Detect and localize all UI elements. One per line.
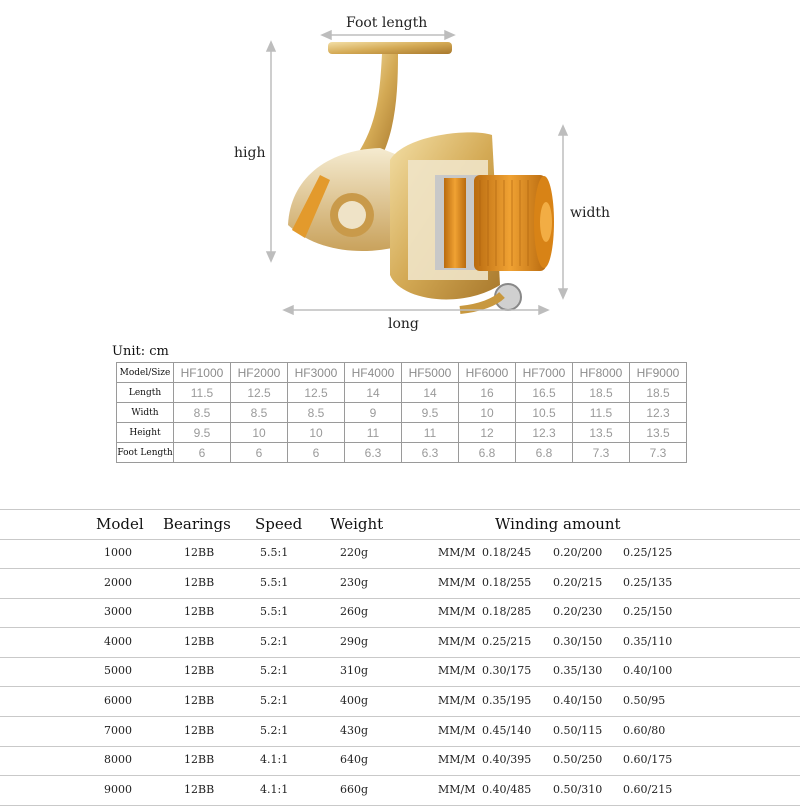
spec-model-cell: HF7000 <box>516 363 573 383</box>
spec-model-cell: HF3000 <box>288 363 345 383</box>
row-winding-2: 0.20/200 <box>553 546 603 559</box>
spec-cell: 13.5 <box>630 423 687 443</box>
row-winding-1: 0.18/255 <box>482 575 532 589</box>
row-bearings: 12BB <box>184 546 215 559</box>
table-divider <box>0 627 800 628</box>
row-weight: 260g <box>340 605 369 619</box>
row-unit: MM/M <box>438 546 476 559</box>
spec-row-label: Foot Length <box>117 443 174 463</box>
spec-row-height <box>117 423 687 443</box>
unit-label: Unit: cm <box>112 344 169 359</box>
spec-cell: 10 <box>231 423 288 443</box>
row-model: 4000 <box>104 634 132 648</box>
row-winding-2: 0.20/230 <box>553 605 603 619</box>
spec-cell: 12 <box>459 423 516 443</box>
row-model: 3000 <box>104 605 132 619</box>
row-winding-1: 0.40/485 <box>482 782 532 796</box>
header-weight: Weight <box>330 515 384 533</box>
row-weight: 640g <box>340 753 369 767</box>
row-bearings: 12BB <box>184 723 215 737</box>
spec-cell: 7.3 <box>630 443 687 463</box>
spec-cell: 11.5 <box>174 383 231 403</box>
table-divider <box>0 509 800 510</box>
row-weight: 430g <box>340 723 369 737</box>
row-winding-1: 0.45/140 <box>482 723 532 737</box>
row-winding-2: 0.20/215 <box>553 575 603 589</box>
row-bearings: 12BB <box>184 634 215 648</box>
row-winding-2: 0.50/310 <box>553 782 603 796</box>
high-label: high <box>234 145 266 161</box>
spec-cell: 13.5 <box>573 423 630 443</box>
table-divider <box>0 775 800 776</box>
spec-cell: 18.5 <box>630 383 687 403</box>
spec-cell: 8.5 <box>288 403 345 423</box>
foot-length-label: Foot length <box>346 15 428 31</box>
row-speed: 5.2:1 <box>260 664 289 678</box>
row-bearings: 12BB <box>184 664 215 678</box>
row-winding-2: 0.35/130 <box>553 664 603 678</box>
row-bearings: 12BB <box>184 753 215 767</box>
row-model: 7000 <box>104 723 132 737</box>
row-winding-2: 0.40/150 <box>553 694 603 707</box>
spec-cell: 9.5 <box>402 403 459 423</box>
spec-cell: 11.5 <box>573 403 630 423</box>
spec-cell: 6.8 <box>516 443 573 463</box>
spec-table <box>116 362 687 463</box>
row-weight: 220g <box>340 546 369 559</box>
spec-cell: 11 <box>345 423 402 443</box>
spec-model-cell: HF5000 <box>402 363 459 383</box>
header-model: Model <box>96 515 144 533</box>
spec-cell: 8.5 <box>231 403 288 423</box>
row-winding-1: 0.40/395 <box>482 753 532 767</box>
row-speed: 5.5:1 <box>260 546 289 559</box>
spec-model-cell: HF6000 <box>459 363 516 383</box>
header-bearings: Bearings <box>163 515 231 533</box>
row-winding-3: 0.60/175 <box>623 753 673 767</box>
spec-cell: 10 <box>288 423 345 443</box>
spec-cell: 12.3 <box>630 403 687 423</box>
row-speed: 5.5:1 <box>260 605 289 619</box>
spec-cell: 6 <box>288 443 345 463</box>
row-winding-3: 0.40/100 <box>623 664 673 678</box>
row-winding-1: 0.30/175 <box>482 664 532 678</box>
spec-cell: 18.5 <box>573 383 630 403</box>
header-winding-amount: Winding amount <box>495 515 621 533</box>
row-weight: 400g <box>340 694 369 707</box>
spec-cell: 10 <box>459 403 516 423</box>
table-divider <box>0 598 800 599</box>
spec-cell: 12.5 <box>231 383 288 403</box>
spec-cell: 7.3 <box>573 443 630 463</box>
spec-cell: 6.8 <box>459 443 516 463</box>
spec-row-foot-length <box>117 443 687 463</box>
spec-row-label: Length <box>117 383 174 403</box>
row-unit: MM/M <box>438 694 476 707</box>
spec-row-length <box>117 383 687 403</box>
row-winding-1: 0.35/195 <box>482 694 532 707</box>
spec-cell: 12.3 <box>516 423 573 443</box>
spec-model-cell: HF2000 <box>231 363 288 383</box>
spec-cell: 10.5 <box>516 403 573 423</box>
spec-cell: 14 <box>345 383 402 403</box>
row-speed: 5.2:1 <box>260 634 289 648</box>
row-winding-1: 0.18/285 <box>482 605 532 619</box>
spec-model-cell: HF8000 <box>573 363 630 383</box>
row-model: 8000 <box>104 753 132 767</box>
spec-model-cell: HF9000 <box>630 363 687 383</box>
spec-cell: 6 <box>231 443 288 463</box>
row-winding-3: 0.60/80 <box>623 723 666 737</box>
table-divider <box>0 746 800 747</box>
row-unit: MM/M <box>438 605 476 619</box>
long-label: long <box>388 316 419 332</box>
row-speed: 5.2:1 <box>260 694 289 707</box>
spec-cell: 16.5 <box>516 383 573 403</box>
row-winding-3: 0.60/215 <box>623 782 673 796</box>
spec-cell: 11 <box>402 423 459 443</box>
row-winding-3: 0.25/150 <box>623 605 673 619</box>
row-unit: MM/M <box>438 782 476 796</box>
row-bearings: 12BB <box>184 694 215 707</box>
row-unit: MM/M <box>438 723 476 737</box>
row-weight: 310g <box>340 664 369 678</box>
table-divider <box>0 716 800 717</box>
row-winding-2: 0.30/150 <box>553 634 603 648</box>
table-divider <box>0 568 800 569</box>
row-winding-2: 0.50/250 <box>553 753 603 767</box>
spec-row-label: Width <box>117 403 174 423</box>
row-winding-2: 0.50/115 <box>553 723 603 737</box>
row-winding-1: 0.25/215 <box>482 634 532 648</box>
width-label: width <box>570 205 611 221</box>
row-unit: MM/M <box>438 575 476 589</box>
row-speed: 4.1:1 <box>260 782 289 796</box>
table-divider <box>0 539 800 540</box>
row-model: 6000 <box>104 694 132 707</box>
row-unit: MM/M <box>438 634 476 648</box>
spec-cell: 14 <box>402 383 459 403</box>
row-unit: MM/M <box>438 664 476 678</box>
row-speed: 4.1:1 <box>260 753 289 767</box>
row-bearings: 12BB <box>184 605 215 619</box>
row-winding-3: 0.35/110 <box>623 634 673 648</box>
header-speed: Speed <box>255 515 303 533</box>
spec-model-cell: HF4000 <box>345 363 402 383</box>
spec-cell: 6.3 <box>345 443 402 463</box>
row-model: 1000 <box>104 546 132 559</box>
row-bearings: 12BB <box>184 575 215 589</box>
row-unit: MM/M <box>438 753 476 767</box>
spec-header-row <box>117 363 687 383</box>
spec-cell: 9 <box>345 403 402 423</box>
row-winding-1: 0.18/245 <box>482 546 532 559</box>
spec-row-width <box>117 403 687 423</box>
row-winding-3: 0.25/135 <box>623 575 673 589</box>
row-winding-3: 0.25/125 <box>623 546 673 559</box>
dimension-arrows <box>0 0 800 340</box>
row-model: 2000 <box>104 575 132 589</box>
spec-cell: 16 <box>459 383 516 403</box>
row-weight: 290g <box>340 634 369 648</box>
row-speed: 5.2:1 <box>260 723 289 737</box>
row-winding-3: 0.50/95 <box>623 694 666 707</box>
spec-cell: 12.5 <box>288 383 345 403</box>
table-divider <box>0 657 800 658</box>
spec-cell: 8.5 <box>174 403 231 423</box>
spec-row-label: Height <box>117 423 174 443</box>
row-model: 9000 <box>104 782 132 796</box>
row-model: 5000 <box>104 664 132 678</box>
spec-header-label: Model/Size <box>117 363 174 383</box>
row-weight: 230g <box>340 575 369 589</box>
row-weight: 660g <box>340 782 369 796</box>
table-divider <box>0 686 800 687</box>
row-speed: 5.5:1 <box>260 575 289 589</box>
spec-model-cell: HF1000 <box>174 363 231 383</box>
row-bearings: 12BB <box>184 782 215 796</box>
spec-cell: 6.3 <box>402 443 459 463</box>
spec-cell: 9.5 <box>174 423 231 443</box>
spec-cell: 6 <box>174 443 231 463</box>
